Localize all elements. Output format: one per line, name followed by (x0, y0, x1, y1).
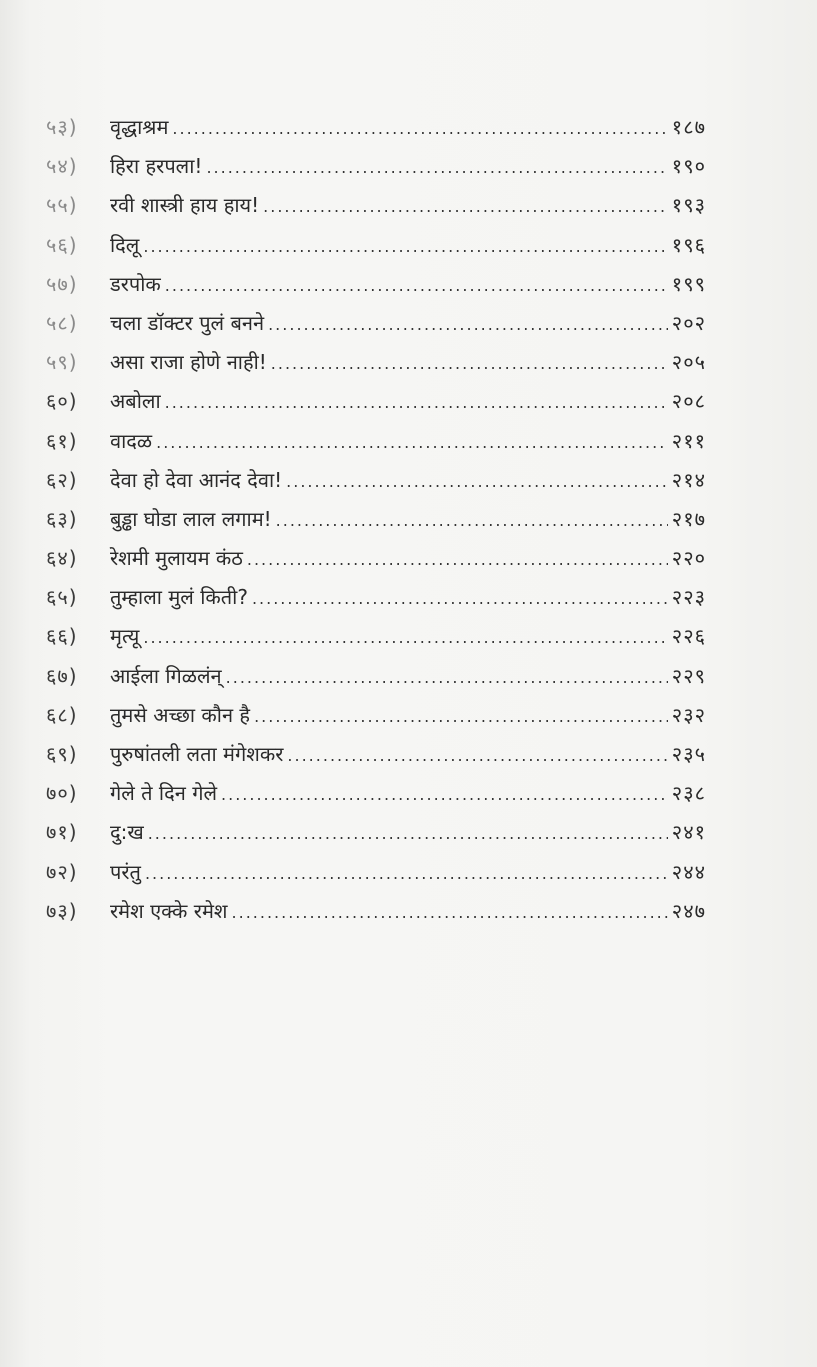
entry-title: वादळ (110, 428, 153, 453)
toc-entry (46, 108, 706, 147)
toc-entry (46, 892, 706, 931)
toc-entry (46, 186, 706, 225)
entry-page-number: २१४ (671, 467, 706, 492)
dot-leader (287, 736, 667, 775)
entry-title: पुरुषांतली लता मंगेशकर (110, 742, 284, 766)
entry-title: चला डॉक्टर पुलं बनने (110, 310, 265, 335)
entry-title: डरपोक (110, 271, 161, 296)
toc-entry (46, 853, 706, 892)
entry-number: ५७) (46, 271, 78, 296)
toc-entry (46, 226, 706, 265)
dot-leader (254, 697, 668, 736)
toc-entry (46, 461, 706, 500)
entry-number: ६६) (46, 624, 78, 649)
dot-leader (226, 658, 668, 697)
entry-page-number: २३२ (671, 702, 706, 727)
entry-title: गेले ते दिन गेले (110, 781, 218, 806)
entry-number: ६२) (46, 467, 78, 492)
dot-leader (145, 854, 668, 893)
entry-page-number: २०५ (671, 350, 706, 375)
entry-number: ६५) (46, 585, 78, 610)
entry-page-number: २४७ (671, 898, 706, 923)
dot-leader (206, 148, 667, 187)
entry-title: रवी शास्त्री हाय हाय! (110, 193, 260, 218)
toc-entry (46, 696, 706, 735)
entry-number: ६७) (46, 663, 78, 688)
entry-title: रेशमी मुलायम कंठ (110, 546, 243, 571)
dot-leader (232, 893, 668, 932)
entry-title: दु:ख (110, 820, 144, 845)
entry-page-number: २२६ (671, 624, 706, 649)
table-of-contents (46, 108, 706, 931)
entry-page-number: १८७ (671, 115, 706, 139)
entry-title: देवा हो देवा आनंद देवा! (110, 467, 283, 492)
entry-number: ६८) (46, 702, 78, 727)
entry-page-number: २४१ (671, 820, 706, 845)
entry-number: ५६) (46, 232, 78, 257)
entry-title: बुड्ढा घोडा लाल लगाम! (110, 506, 272, 531)
entry-number: ६३) (46, 506, 78, 531)
entry-title: तुम्हाला मुलं किती? (110, 585, 248, 610)
entry-number: ७१) (46, 820, 78, 845)
dot-leader (143, 618, 667, 657)
entry-number: ५९) (46, 350, 78, 375)
entry-title: परंतु (110, 859, 141, 884)
entry-title: अबोला (110, 389, 161, 414)
entry-number: ७२) (46, 859, 78, 884)
toc-entry (46, 147, 706, 186)
entry-number: ६०) (46, 389, 78, 414)
toc-entry (46, 422, 706, 461)
entry-page-number: २२३ (671, 585, 706, 610)
entry-page-number: २४४ (671, 859, 706, 884)
entry-number: ७३) (46, 898, 78, 923)
entry-page-number: १९० (671, 154, 706, 179)
dot-leader (172, 109, 667, 148)
dot-leader (263, 187, 668, 226)
entry-title: तुमसे अच्छा कौन है (110, 702, 251, 727)
toc-entry (46, 774, 706, 813)
entry-page-number: २११ (671, 428, 706, 453)
entry-number: ६९) (46, 742, 78, 766)
entry-number: ६४) (46, 546, 78, 571)
dot-leader (271, 344, 668, 383)
dot-leader (247, 540, 668, 579)
entry-title: रमेश एक्के रमेश (110, 898, 228, 923)
entry-number: ५८) (46, 310, 78, 335)
entry-title: वृद्धाश्रम (110, 115, 169, 139)
entry-page-number: २२० (671, 546, 706, 571)
dot-leader (143, 227, 667, 266)
entry-page-number: २३५ (671, 742, 706, 766)
dot-leader (276, 501, 668, 540)
toc-entry (46, 617, 706, 656)
toc-entry (46, 657, 706, 696)
toc-entry (46, 304, 706, 343)
entry-title: मृत्यू (110, 624, 140, 649)
entry-number: ५४) (46, 154, 78, 179)
toc-entry (46, 500, 706, 539)
entry-page-number: २१७ (671, 506, 706, 531)
entry-title: हिरा हरपला! (110, 154, 203, 179)
toc-entry (46, 382, 706, 421)
entry-title: दिलू (110, 232, 140, 257)
entry-page-number: २०२ (671, 310, 706, 335)
entry-page-number: १९९ (671, 271, 706, 296)
entry-page-number: २३८ (671, 781, 706, 806)
dot-leader (148, 814, 668, 853)
entry-number: ५३) (46, 115, 78, 139)
entry-page-number: २०८ (671, 389, 706, 414)
entry-page-number: १९३ (671, 193, 706, 218)
dot-leader (165, 266, 668, 305)
dot-leader (165, 383, 668, 422)
dot-leader (268, 305, 668, 344)
toc-entry (46, 578, 706, 617)
entry-title: आईला गिळलंन् (110, 663, 222, 688)
entry-number: ६१) (46, 428, 78, 453)
toc-entry (46, 265, 706, 304)
entry-page-number: २२९ (671, 663, 706, 688)
entry-title: असा राजा होणे नाही! (110, 350, 267, 375)
toc-entry (46, 813, 706, 852)
dot-leader (156, 423, 668, 462)
toc-entry (46, 539, 706, 578)
entry-number: ५५) (46, 193, 78, 218)
dot-leader (221, 775, 668, 814)
dot-leader (252, 579, 668, 618)
toc-entry (46, 343, 706, 382)
entry-page-number: १९६ (671, 232, 706, 257)
dot-leader (286, 462, 668, 501)
entry-number: ७०) (46, 781, 78, 806)
toc-entry (46, 735, 706, 774)
